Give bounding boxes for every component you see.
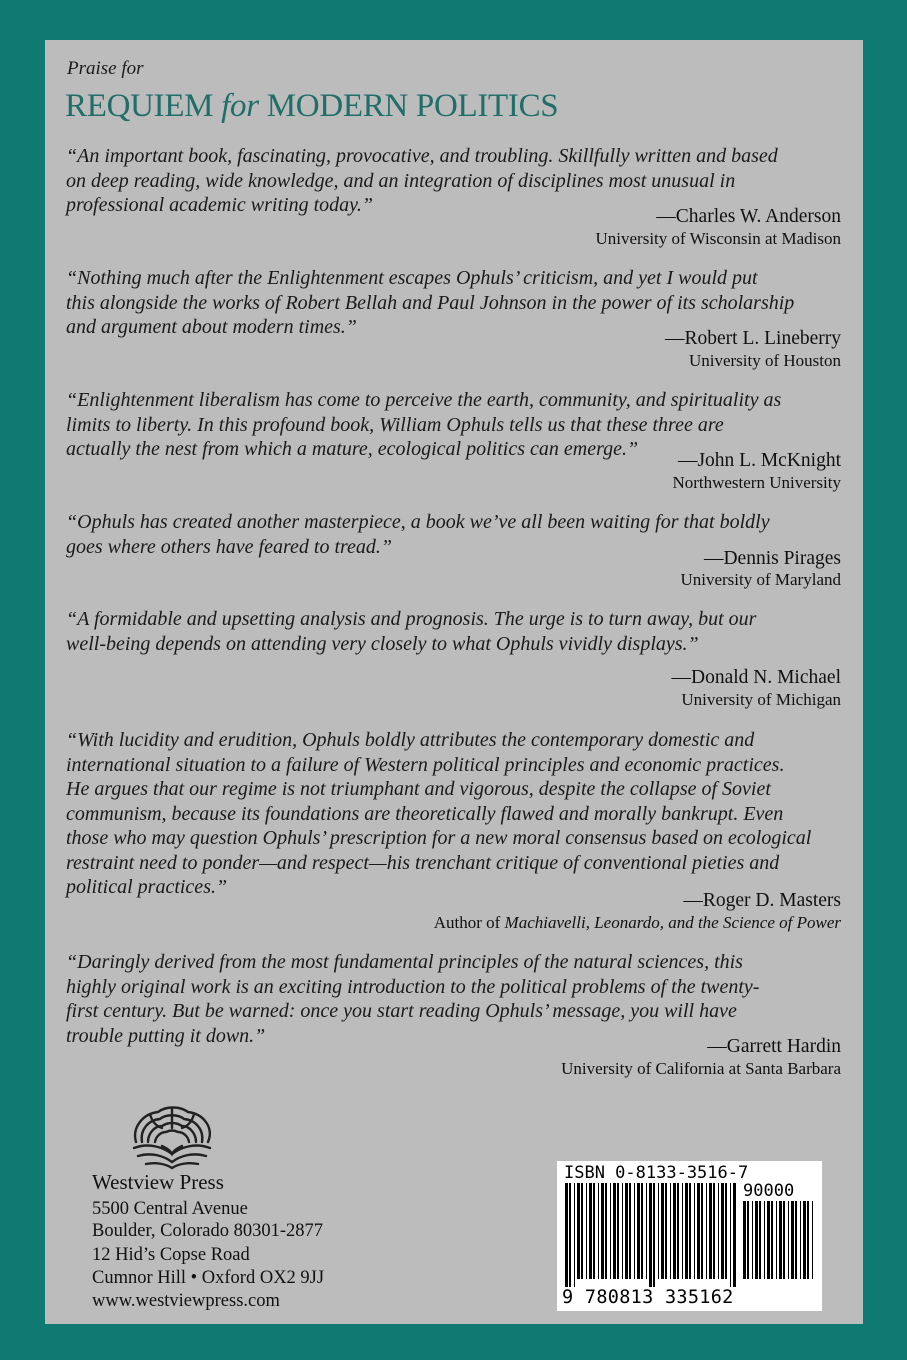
barcode-bar <box>673 1183 676 1279</box>
book-title-for: for <box>221 88 259 124</box>
barcode-bar <box>812 1201 813 1279</box>
quote-line: “A formidable and upsetting analysis and prognosis. The urge is to turn away, but our <box>66 608 757 630</box>
attribution-name: —Charles W. Anderson <box>656 206 841 227</box>
quote-line: “Daringly derived from the most fundamental principles of the natural sciences, this <box>66 951 743 973</box>
quote-line: “An important book, fascinating, provocative, and troubling. Skillfully written and based <box>66 145 778 167</box>
barcode-bar <box>701 1183 703 1279</box>
quote-line: “Enlightenment liberalism has come to perceive the earth, community, and spirituality as <box>66 389 782 411</box>
barcode-bar <box>601 1183 604 1279</box>
quote-line: this alongside the works of Robert Bellah and Paul Johnson in the power of its scholarship <box>66 291 795 314</box>
attribution-name: —Robert L. Lineberry <box>665 328 841 349</box>
barcode-bar <box>788 1201 789 1279</box>
attribution-affiliation: University of California at Santa Barbara <box>561 1059 841 1078</box>
quote-line: limits to liberty. In this profound book, William Ophuls tells us that these three are <box>66 413 724 436</box>
barcode-bar <box>721 1183 724 1279</box>
barcode-bar <box>767 1201 770 1279</box>
barcode-bar <box>653 1183 655 1287</box>
barcode-bar <box>622 1183 623 1279</box>
isbn-barcode <box>557 1161 822 1311</box>
quote-hardin <box>66 950 846 1048</box>
quote-line: trouble putting it down.” <box>66 1024 266 1047</box>
publisher-address-line: Cumnor Hill • Oxford OX2 9JJ <box>92 1268 325 1288</box>
barcode-bar <box>733 1183 736 1287</box>
barcode-bar <box>637 1183 640 1279</box>
barcode-bar <box>617 1183 619 1279</box>
attribution-name: —John L. McKnight <box>677 450 841 471</box>
barcode-bar <box>779 1201 782 1279</box>
price-code-text: 90000 <box>743 1181 795 1201</box>
publisher-name: Westview Press <box>92 1170 224 1194</box>
barcode-bar <box>713 1183 715 1279</box>
publisher-address-line: 12 Hid’s Copse Road <box>92 1245 250 1265</box>
westview-logo-icon <box>128 1102 216 1170</box>
barcode-bar <box>764 1201 765 1279</box>
affiliation-prefix: Author of <box>433 913 505 932</box>
barcode-bar <box>649 1183 652 1287</box>
barcode-bar <box>605 1183 607 1279</box>
barcode-bar <box>629 1183 631 1279</box>
barcode-bar <box>581 1183 583 1279</box>
barcode-bar <box>677 1183 679 1279</box>
quote-line: on deep reading, wide knowledge, and an integration of disciplines most unusual in <box>66 169 736 192</box>
barcode-bar <box>569 1183 571 1287</box>
quote-line: restraint need to ponder—and respect—his trenchant critique of conventional pieties and <box>66 851 780 874</box>
quote-line: well-being depends on attending very closely to what Ophuls vividly displays.” <box>66 632 699 655</box>
attribution-affiliation <box>434 913 841 933</box>
barcode-bar <box>807 1201 809 1279</box>
barcode-bar <box>574 1183 575 1287</box>
barcode-bar <box>771 1201 773 1279</box>
isbn-text: ISBN 0-8133-3516-7 <box>564 1163 749 1183</box>
ean-bars <box>565 1183 737 1287</box>
quote-line: highly original work is an exciting introduction to the political problems of the twenty- <box>66 975 760 998</box>
barcode-bar <box>613 1183 616 1279</box>
barcode-bar <box>689 1183 691 1279</box>
barcode-bar <box>577 1183 580 1279</box>
barcode-bar <box>697 1183 700 1279</box>
quote-line: actually the nest from which a mature, ecological politics can emerge.” <box>66 438 639 460</box>
quote-line: goes where others have feared to tread.” <box>66 535 393 558</box>
affiliation-book-title: Machiavelli, Leonardo, and the Science of Power <box>504 913 841 932</box>
ean-text: 9 780813 335162 <box>562 1287 734 1308</box>
barcode-bar <box>593 1183 595 1279</box>
attribution-affiliation: University of Wisconsin at Madison <box>595 229 841 248</box>
barcode-bar <box>634 1183 635 1279</box>
barcode-bar <box>670 1183 671 1279</box>
barcode-bar <box>795 1201 797 1279</box>
publisher-address-line: 5500 Central Avenue <box>92 1199 248 1219</box>
quote-michael <box>66 607 846 656</box>
quote-line: “With lucidity and erudition, Ophuls boldly attributes the contemporary domestic and <box>66 729 755 751</box>
barcode-bar <box>610 1183 611 1279</box>
quote-line: those who may question Ophuls’ prescription for a new moral consensus based on ecological <box>66 827 812 849</box>
book-title <box>65 88 558 125</box>
barcode-bar <box>730 1183 731 1287</box>
barcode-bar <box>661 1183 664 1279</box>
quote-line: political practices.” <box>66 876 228 898</box>
barcode-bar <box>725 1183 727 1279</box>
attribution-name: —Donald N. Michael <box>671 667 841 688</box>
quote-line: first century. But be warned: once you start reading Ophuls’ message, you will have <box>66 1000 737 1022</box>
publisher-website: www.westviewpress.com <box>92 1291 280 1311</box>
barcode-bar <box>658 1183 659 1279</box>
praise-for-label: Praise for <box>67 58 144 79</box>
barcode-bar <box>759 1201 761 1279</box>
barcode-bar <box>791 1201 794 1279</box>
barcode-bar <box>743 1201 746 1279</box>
quote-line: professional academic writing today.” <box>66 194 374 216</box>
back-cover-panel <box>45 40 863 1324</box>
quote-line: and argument about modern times.” <box>66 316 357 338</box>
attribution-name: —Dennis Pirages <box>703 548 841 569</box>
attribution-affiliation: University of Michigan <box>681 690 841 709</box>
barcode-bar <box>598 1183 599 1279</box>
quote-line: international situation to a failure of Western political principles and economic practices. <box>66 753 785 776</box>
quote-masters <box>66 728 846 900</box>
book-title-part2: MODERN POLITICS <box>258 88 559 124</box>
barcode-bar <box>718 1183 719 1279</box>
attribution-name: —Roger D. Masters <box>683 890 841 911</box>
addon-bars <box>743 1201 817 1287</box>
barcode-bar <box>586 1183 587 1279</box>
attribution-affiliation: Northwestern University <box>672 473 841 492</box>
barcode-bar <box>625 1183 628 1279</box>
barcode-bar <box>646 1183 647 1279</box>
barcode-bar <box>783 1201 785 1279</box>
barcode-bar <box>641 1183 643 1279</box>
attribution-name: —Garrett Hardin <box>707 1036 841 1057</box>
quote-line: “Nothing much after the Enlightenment escapes Ophuls’ criticism, and yet I would put <box>66 267 758 289</box>
barcode-bar <box>709 1183 712 1279</box>
barcode-bar <box>752 1201 753 1279</box>
barcode-bar <box>776 1201 777 1279</box>
barcode-bar <box>682 1183 683 1279</box>
barcode-bar <box>589 1183 592 1279</box>
publisher-address-line: Boulder, Colorado 80301-2877 <box>92 1221 323 1241</box>
barcode-bar <box>747 1201 749 1279</box>
barcode-bar <box>565 1183 568 1287</box>
barcode-bar <box>694 1183 695 1279</box>
barcode-bar <box>803 1201 806 1279</box>
quote-line: communism, because its foundations are theoretically flawed and morally bankrupt. Even <box>66 802 784 825</box>
barcode-bar <box>685 1183 688 1279</box>
barcode-bar <box>755 1201 758 1279</box>
book-title-part1: REQUIEM <box>65 88 222 124</box>
quote-line: He argues that our regime is not triumphant and vigorous, despite the collapse of Soviet <box>66 778 771 800</box>
barcode-bar <box>800 1201 801 1279</box>
quote-line: “Ophuls has created another masterpiece, a book we’ve all been waiting for that boldly <box>66 511 770 533</box>
attribution-affiliation: University of Houston <box>688 351 841 370</box>
barcode-bar <box>706 1183 707 1279</box>
barcode-bar <box>665 1183 667 1279</box>
attribution-affiliation: University of Maryland <box>680 570 841 589</box>
